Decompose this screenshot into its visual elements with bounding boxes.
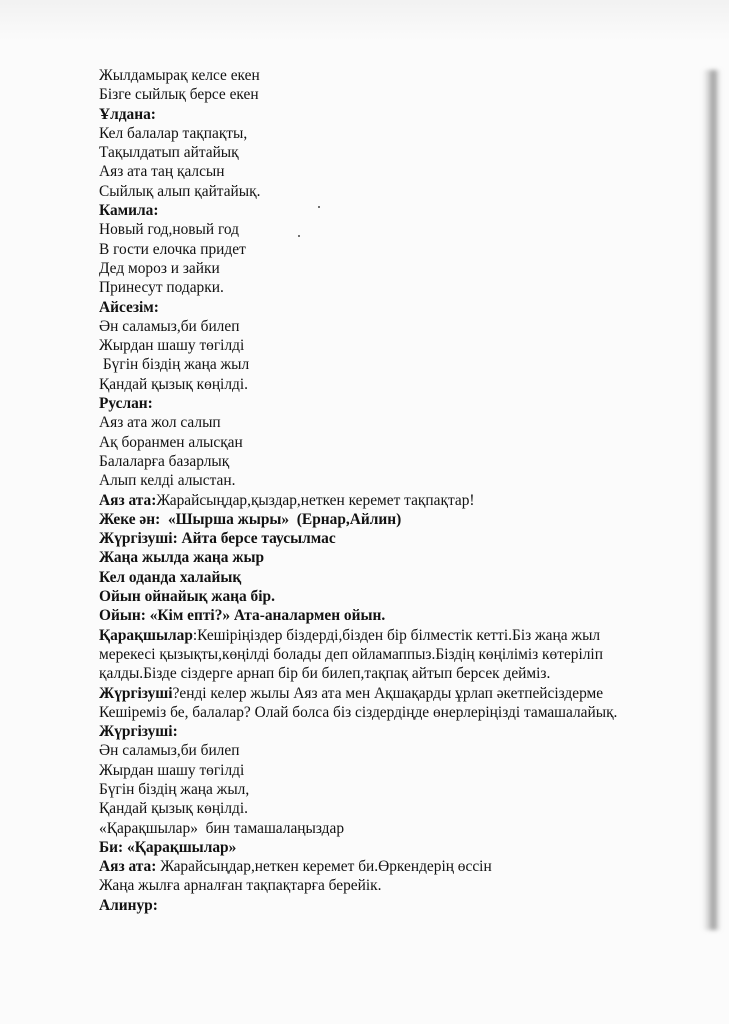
document-body: [99, 66, 699, 915]
speaker-heading: Ұлдана:: [99, 105, 156, 123]
text-line: Тақылдатып айтайық: [99, 144, 239, 162]
speaker-heading: Жаңа жылда жаңа жыр: [99, 549, 265, 567]
text-line: Қандай қызық көңілді.: [99, 800, 248, 818]
line-text: Жарайсыңдар,неткен керемет би.Өркендерің өссін: [156, 858, 492, 876]
speaker-heading: Би: «Қарақшылар»: [99, 838, 237, 856]
text-line: Қандай қызық көңілді.: [99, 375, 248, 393]
text-line: Бізге сыйлық берсе екен: [99, 86, 259, 104]
text-line: Жырдан шашу төгілді: [99, 761, 245, 779]
text-line: Сыйлық алып қайтайық.: [99, 182, 261, 200]
speaker-heading: Камила:: [99, 202, 159, 220]
text-line: Ән саламыз,би билеп: [99, 317, 240, 335]
text-line: Балаларға базарлық: [99, 452, 230, 470]
text-line: Жырдан шашу төгілді: [99, 337, 245, 355]
text-line: Алып келді алыстан.: [99, 472, 236, 490]
line-text: Жарайсыңдар,қыздар,неткен керемет тақпақтар!: [156, 491, 475, 509]
text-line: Кел балалар тақпақты,: [99, 124, 248, 142]
text-line: [99, 626, 659, 684]
speaker-label: Аяз ата:: [99, 858, 157, 876]
text-line: Бүгін біздің жаңа жыл,: [99, 780, 250, 798]
speaker-heading: Жеке ән: «Шырша жыры» (Ернар,Айлин): [99, 510, 402, 528]
speaker-heading: Айсезім:: [99, 298, 159, 316]
text-line: Бүгін біздің жаңа жыл: [99, 356, 250, 374]
text-line: Принесут подарки.: [99, 279, 224, 297]
speaker-label: Жүргізуші: [99, 684, 173, 702]
speaker-heading: Кел оданда халайық: [99, 568, 242, 586]
text-line: «Қарақшылар» бин тамашалаңыздар: [99, 819, 345, 837]
scan-shadow-edge: [703, 70, 721, 930]
speaker-heading: Руслан:: [99, 395, 153, 413]
text-line: В гости елочка придет: [99, 240, 246, 258]
speaker-heading: Ойын ойнайық жаңа бір.: [99, 588, 275, 606]
speaker-label: Қарақшылар: [99, 626, 193, 644]
text-line: Новый год,новый год: [99, 221, 239, 239]
text-line: [99, 857, 699, 876]
line-text: :Кешіріңіздер біздерді,бізден бір білместік кетті.Біз жаңа жыл мерекесі қызықты,көңілді болады деп ойламаппыз.Біздің көңіліміз көтеріліп қалды.Бізде сіздерге арнап бір би билеп,тақпақ айтып берсек дейміз.: [99, 626, 603, 683]
text-line: [99, 684, 659, 723]
text-line: Аяз ата жол салып: [99, 414, 221, 432]
scan-shadow-top: [0, 0, 729, 40]
line-text: ?енді келер жылы Аяз ата мен Ақшақарды ұрлап әкетпейсіздерме Кешіреміз бе, балалар? Олай болса біз сіздердіңде өнерлеріңізді тамашалайық.: [99, 684, 618, 721]
text-line: Жылдамырақ келсе екен: [99, 67, 260, 84]
text-line: Аяз ата таң қалсын: [99, 163, 225, 181]
text-line: Жаңа жылға арналған тақпақтарға берейік.: [99, 877, 382, 895]
text-line: [99, 491, 699, 510]
speaker-heading: Жүргізуші:: [99, 723, 178, 741]
speaker-heading: Алинур:: [99, 896, 158, 914]
text-line: Ақ боранмен алысқан: [99, 433, 243, 451]
text-line: Дед мороз и зайки: [99, 259, 220, 277]
text-line: Ән саламыз,би билеп: [99, 742, 240, 760]
speaker-heading: Жүргізуші: Айта берсе таусылмас: [99, 530, 336, 548]
speaker-heading: Ойын: «Кім епті?» Ата-аналармен ойын.: [99, 607, 386, 625]
speaker-label: Аяз ата:: [99, 491, 157, 509]
